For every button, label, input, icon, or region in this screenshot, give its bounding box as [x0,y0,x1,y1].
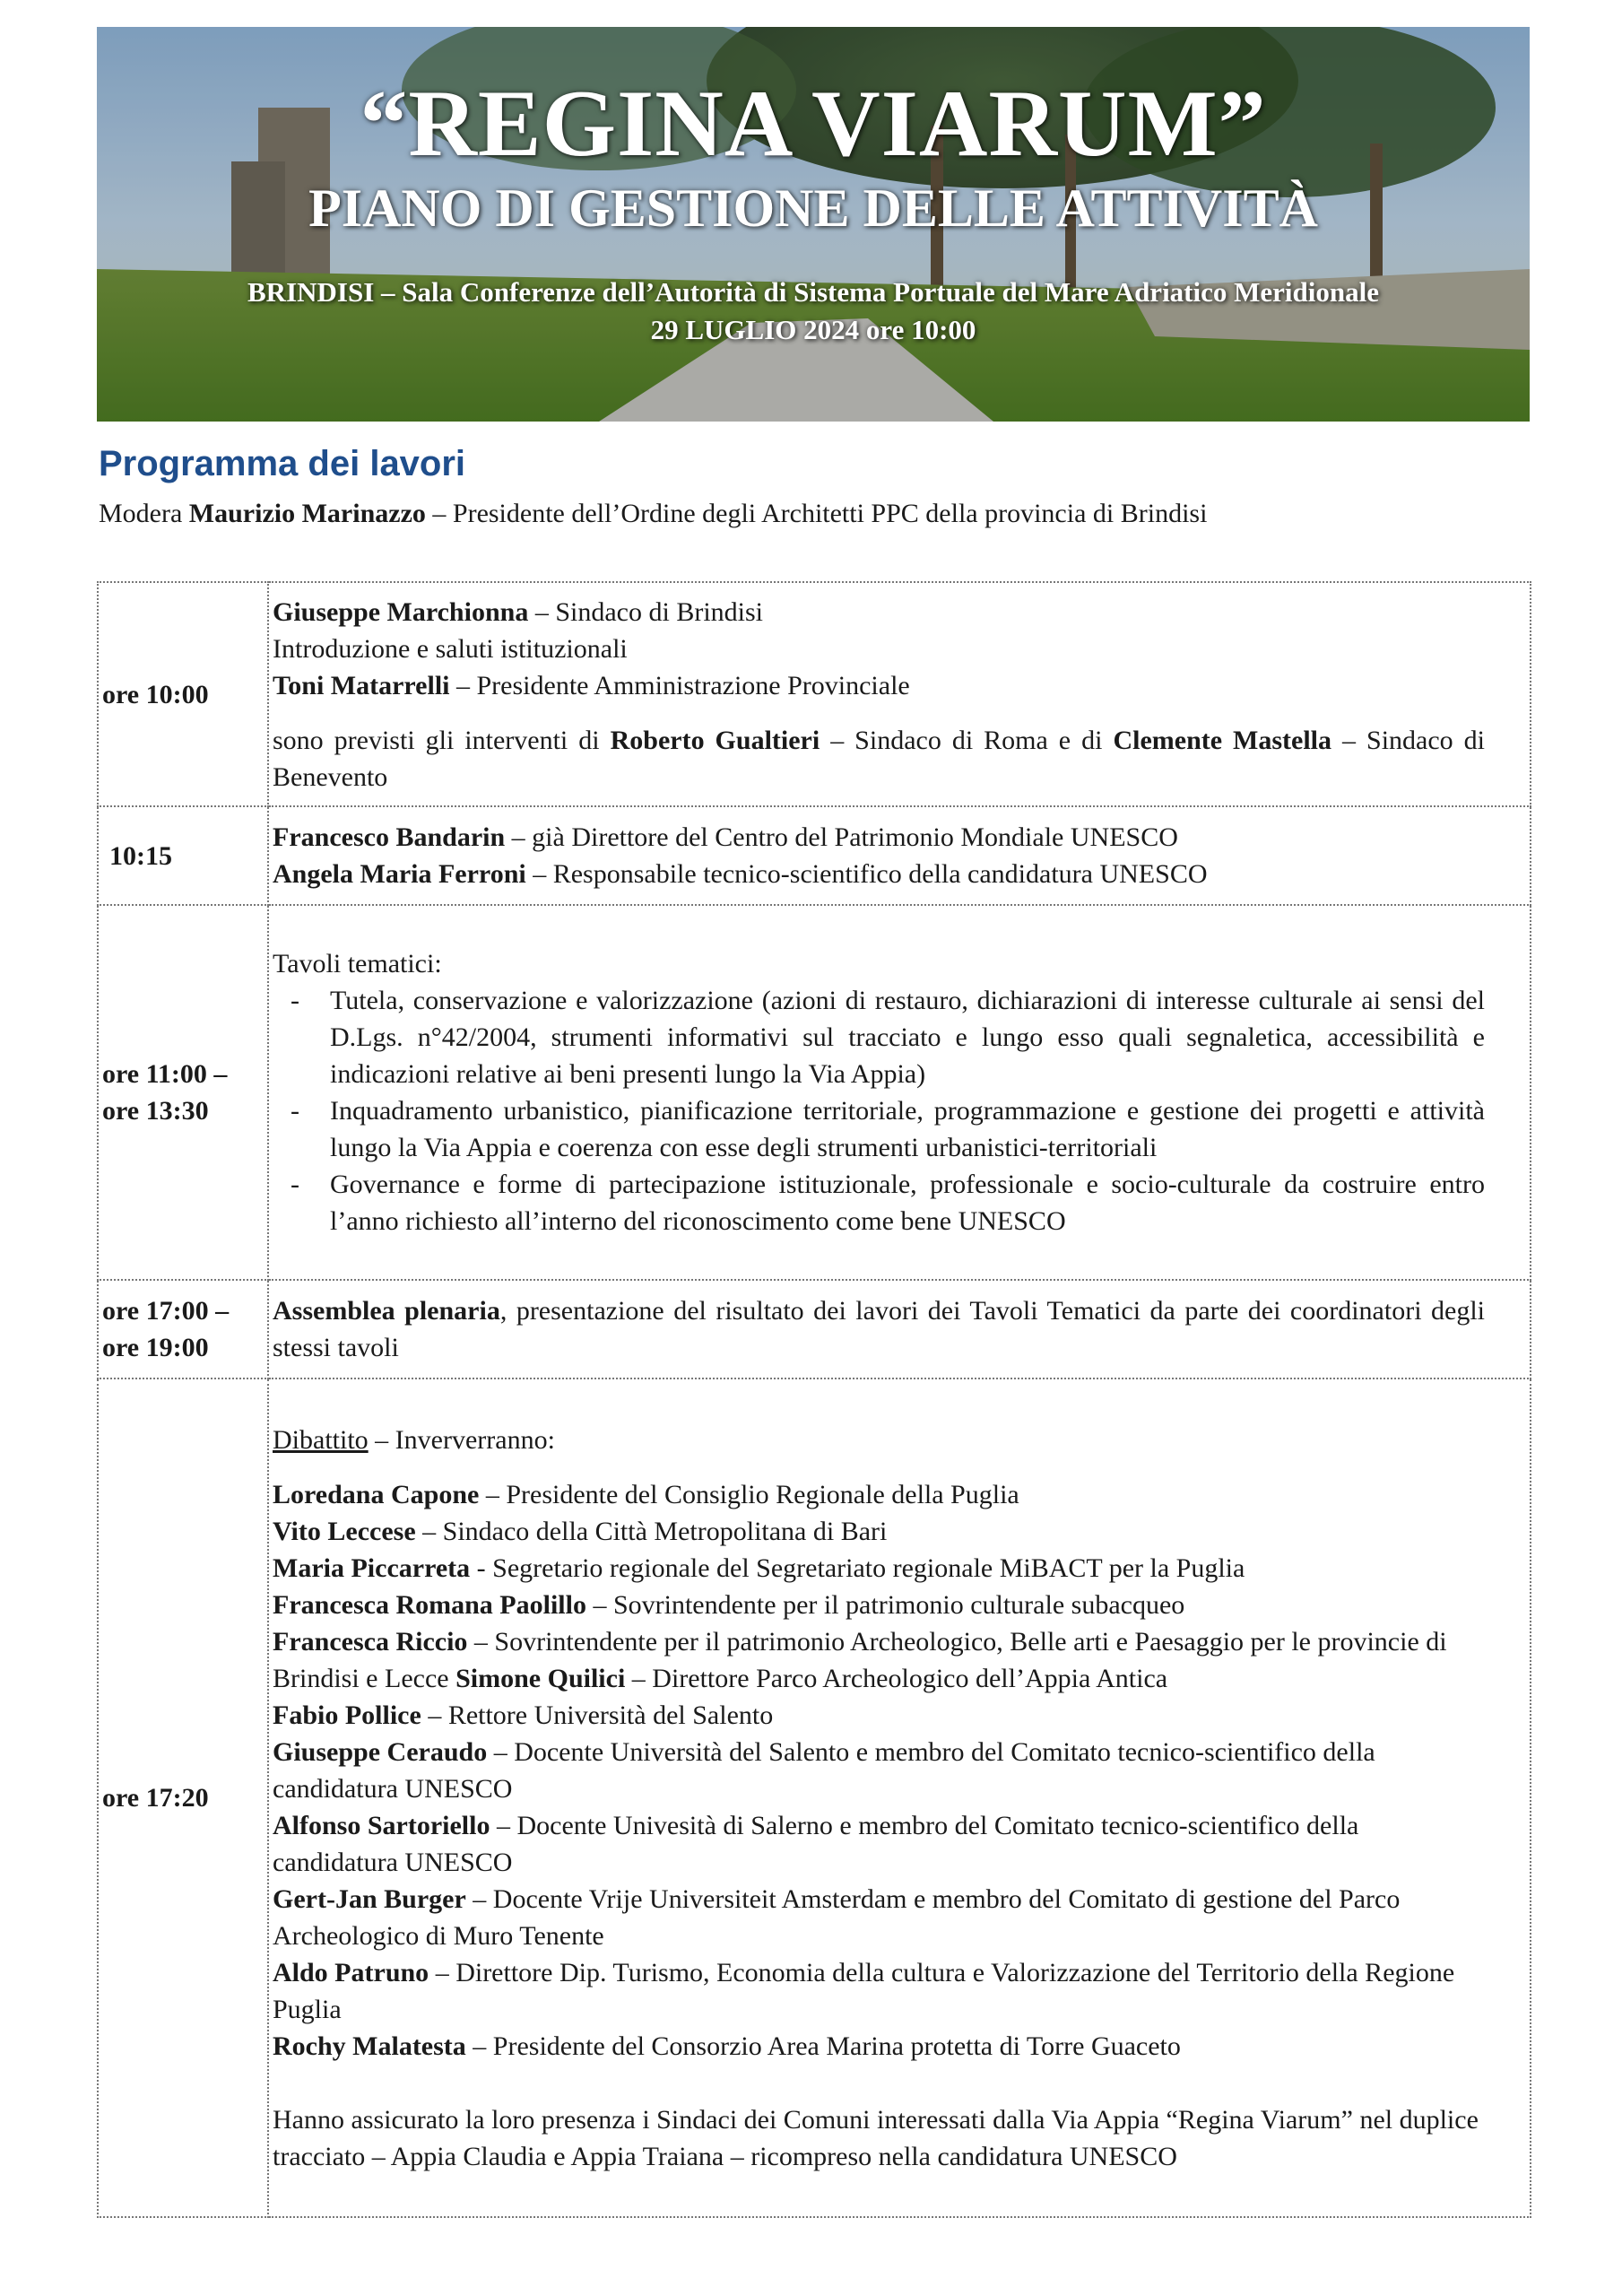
speaker-role: – Presidente Amministrazione Provinciale [449,670,910,700]
intro-line: Introduzione e saluti istituzionali [273,633,628,664]
time-label: ore 11:00 – [102,1059,228,1089]
speaker-name: Vito Leccese [273,1516,416,1546]
speaker-role: – Direttore Dip. Turismo, Economia della cultura e Valorizzazione del Territorio della Regione Puglia [273,1957,1455,2024]
speaker-name: Aldo Patruno [273,1957,429,1987]
closing-note: Hanno assicurato la loro presenza i Sindaci dei Comuni interessati dalla Via Appia “Regina Viarum” nel duplice tracciato – Appia Claudia e Appia Traiana – ricompreso nella candidatura UNESCO [273,2104,1479,2171]
header-banner [97,27,1530,422]
speaker-role: – già Direttore del Centro del Patrimonio Mondiale UNESCO [505,822,1178,852]
speaker-name: Clemente Mastella [1113,725,1332,755]
speaker-name: Francesca Romana Paolillo [273,1589,586,1620]
speaker-line [273,1550,1485,1587]
speaker-name: Gert-Jan Burger [273,1883,466,1914]
speaker-line [273,1954,1485,2028]
speaker-name: Roberto Gualtieri [610,725,820,755]
speaker-role: – Sovrintendente per il patrimonio culturale subacqueo [585,1589,1185,1620]
speaker-line [273,1697,1485,1734]
speaker-line [273,1513,1485,1550]
speaker-role: – Docente Vrije Universiteit Amsterdam e membro del Comitato di gestione del Parco Archeologico di Muro Tenente [273,1883,1401,1951]
speaker-name: Angela Maria Ferroni [273,859,526,889]
speaker-role: – Responsabile tecnico-scientifico della candidatura UNESCO [525,859,1208,889]
speaker-line [273,2028,1485,2065]
table-row [98,1280,1531,1378]
expected-prefix: sono previsti gli interventi di [273,725,611,755]
list-item: - Tutela, conservazione e valorizzazione (azioni di restauro, dichiarazioni di interesse culturale ai sensi del D.Lgs. n°42/2004, strumenti informativi sul tracciato e lungo esso quali segnaletica, accessibilità e indicazioni relative ai beni presenti lungo la Via Appia) [273,982,1485,1092]
table-row [98,905,1531,1280]
speaker-name: Alfonso Sartoriello [273,1810,490,1840]
banner-venue: BRINDISI – Sala Conferenze dell’Autorità di Sistema Portuale del Mare Adriatico Meridionale [247,276,1379,308]
time-cell [98,905,268,1280]
speaker-line [273,1476,1485,1513]
session-description: , presentazione del risultato dei lavori dei Tavoli Tematici da parte dei coordinatori degli stessi tavoli [273,1296,1485,1362]
table-row [98,806,1531,905]
expected-speakers [273,722,1485,796]
topics-heading: Tavoli tematici: [273,949,442,978]
speaker-role: – Presidente del Consorzio Area Marina protetta di Torre Guaceto [465,2031,1181,2061]
speaker-role: – Docente Università del Salento e membro del Comitato tecnico-scientifico della candidatura UNESCO [273,1736,1375,1804]
topics-list [273,982,1485,1239]
session-name: Assemblea plenaria [273,1296,500,1326]
speaker-name: Simone Quilici [455,1663,626,1693]
speaker-name: Francesco Bandarin [273,822,506,852]
program-table [97,581,1531,2218]
content-cell [268,582,1531,806]
content-cell [268,806,1531,905]
speaker-name: Rochy Malatesta [273,2031,466,2061]
time-cell [98,1378,268,2217]
speaker-role: – Sovrintendente per il patrimonio Archeologico, Belle arti e Paesaggio per le provincie di Brindisi e Lecce [273,1626,1447,1693]
time-cell [98,1280,268,1378]
speaker-role: – Docente Univesità di Salerno e membro del Comitato tecnico-scientifico della candidatura UNESCO [273,1810,1359,1877]
section-title: Programma dei lavori [99,444,466,483]
speaker-role: - Segretario regionale del Segretariato regionale MiBACT per la Puglia [470,1552,1245,1583]
banner-date: 29 LUGLIO 2024 ore 10:00 [650,314,976,345]
speaker-role: – Sindaco di Benevento [273,725,1485,792]
time-label: ore 10:00 [102,679,209,709]
debate-label: Dibattito [273,1424,369,1455]
speaker-role: – Sindaco della Città Metropolitana di Bari [415,1516,888,1546]
time-label: ore 19:00 [102,1333,209,1362]
speaker-line [273,1881,1485,1954]
time-label: ore 13:30 [102,1096,209,1126]
moderator-role: – Presidente dell’Ordine degli Architetti PPC della provincia di Brindisi [425,499,1208,528]
speaker-role: – Direttore Parco Archeologico dell’Appia Antica [625,1663,1168,1693]
banner-title: “REGINA VIARUM” [360,71,1267,176]
speaker-role: – Presidente del Consiglio Regionale della Puglia [479,1479,1019,1509]
speaker-line [273,667,1485,704]
debate-rest: – Inververranno: [368,1424,555,1455]
moderator-line [99,498,1207,530]
speaker-line [273,1807,1485,1881]
banner-subtitle: PIANO DI GESTIONE DELLE ATTIVITÀ [308,178,1318,238]
time-cell [98,806,268,905]
speaker-name: Maria Piccarreta [273,1552,471,1583]
speaker-name: Toni Matarrelli [273,670,450,700]
debate-heading [273,1422,1485,1458]
speaker-name: Fabio Pollice [273,1700,421,1730]
time-label: ore 17:20 [102,1783,209,1813]
speaker-name: Francesca Riccio [273,1626,468,1657]
speaker-role: – Sindaco di Roma e di [820,725,1114,755]
list-item: - Governance e forme di partecipazione istituzionale, professionale e socio-culturale da costruire entro l’anno richiesto all’interno del riconoscimento come bene UNESCO [273,1166,1485,1239]
speaker-name: Loredana Capone [273,1479,480,1509]
moderator-prefix: Modera [99,499,183,528]
table-row [98,1378,1531,2217]
speaker-line [273,1623,1485,1697]
speaker-role: – Sindaco di Brindisi [528,596,763,627]
speaker-line [273,1734,1485,1807]
speaker-name: Giuseppe Marchionna [273,596,529,627]
content-cell [268,1280,1531,1378]
time-label: ore 17:00 – [102,1296,230,1326]
moderator-name: Maurizio Marinazzo [188,499,426,528]
table-row [98,582,1531,806]
content-cell [268,905,1531,1280]
speaker-role: – Rettore Università del Salento [421,1700,774,1730]
speaker-line [273,819,1485,856]
speaker-line [273,1587,1485,1623]
time-cell [98,582,268,806]
speaker-name: Giuseppe Ceraudo [273,1736,488,1767]
time-label: 10:15 [109,840,172,871]
speaker-line [273,856,1485,892]
list-item: - Inquadramento urbanistico, pianificazione territoriale, programmazione e gestione dei progetti e attività lungo la Via Appia e coerenza con esse degli strumenti urbanistici-territoriali [273,1092,1485,1166]
speaker-line [273,594,1485,631]
content-cell [268,1378,1531,2217]
